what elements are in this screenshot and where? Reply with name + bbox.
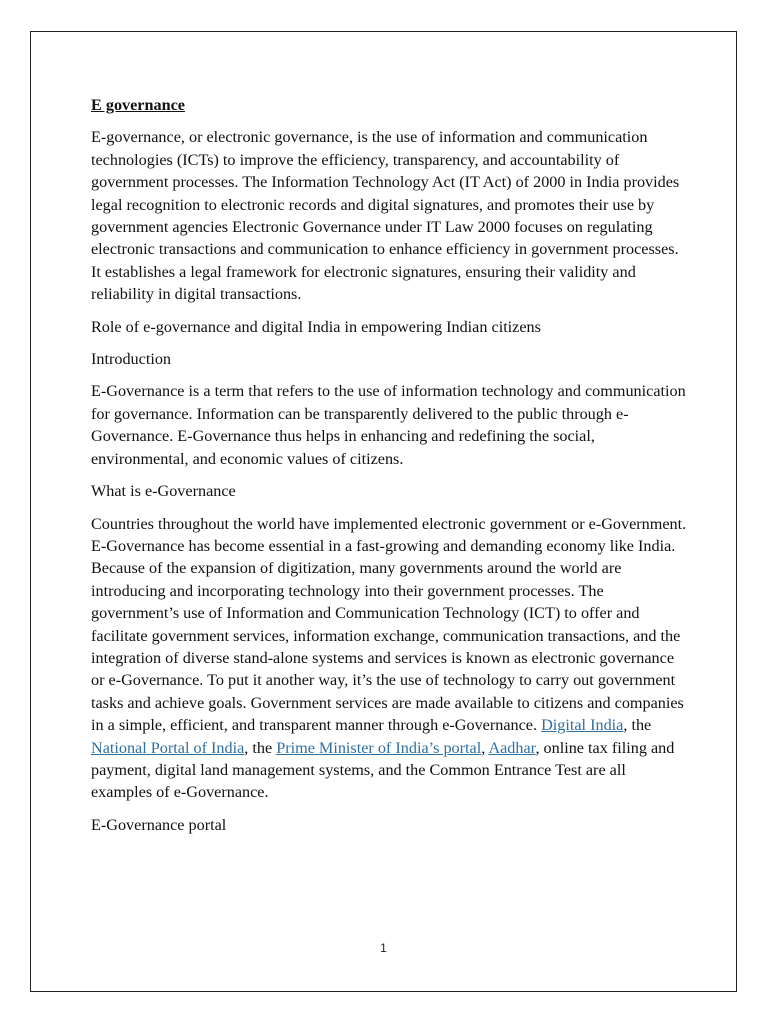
paragraph-portal-title: E-Governance portal <box>91 815 227 834</box>
paragraph-introduction-title: Introduction <box>91 350 172 369</box>
paragraph-introduction: E-Governance is a term that refers to the use of information technology and communication for governance. Information can be transparently delivered to the public through e-Governance. E-Governance thus helps in enhancing and redefining the social, environmental, and economic values of citizens. <box>91 382 686 468</box>
link-prime-minister-portal[interactable]: Prime Minister of India’s portal <box>276 738 482 757</box>
document-body <box>91 94 691 846</box>
paragraph-what-is-title: What is e-Governance <box>91 482 236 501</box>
separator-text: , the <box>623 716 652 735</box>
paragraph-what-is-tail: , online tax filing and payment, digital land management systems, and the Common Entrance Test are all examples of e-Governance. <box>91 738 675 802</box>
link-digital-india[interactable]: Digital India <box>541 716 624 735</box>
separator-text: , <box>481 738 489 757</box>
paragraph-role-title: Role of e-governance and digital India in empowering Indian citizens <box>91 317 541 336</box>
link-national-portal-of-india[interactable]: National Portal of India <box>91 738 245 757</box>
page-number: 1 <box>380 941 387 955</box>
paragraph-egovernance-definition: E-governance, or electronic governance, is the use of information and communication technologies (ICTs) to improve the efficiency, transparency, and accountability of government processes. The Information Technology Act (IT Act) of 2000 in India provides legal recognition to electronic records and digital signatures, and promotes their use by government agencies Electronic Governance under IT Law 2000 focuses on regulating electronic transactions and communication to enhance efficiency in government processes. It establishes a legal framework for electronic signatures, ensuring their validity and reliability in digital transactions. <box>91 128 680 304</box>
paragraph-what-is-text: Countries throughout the world have implemented electronic government or e-Government. E-Governance has become essential in a fast-growing and demanding economy like India. Because of the expansion of digitization, many governments around the world are introducing and incorporating technology into their government processes. The government’s use of Information and Communication Technology (ICT) to offer and facilitate government services, information exchange, communication transactions, and the integration of diverse stand-alone systems and services is known as electronic governance or e-Governance. To put it another way, it’s the use of technology to carry out government tasks and achieve goals. Government services are made available to citizens and companies in a simple, efficient, and transparent manner through e-Governance. <box>91 514 687 735</box>
link-aadhar[interactable]: Aadhar <box>488 738 536 757</box>
separator-text: , the <box>244 738 277 757</box>
paragraph-what-is <box>91 513 691 804</box>
document-heading: E governance <box>91 96 185 114</box>
document-page <box>30 31 737 992</box>
